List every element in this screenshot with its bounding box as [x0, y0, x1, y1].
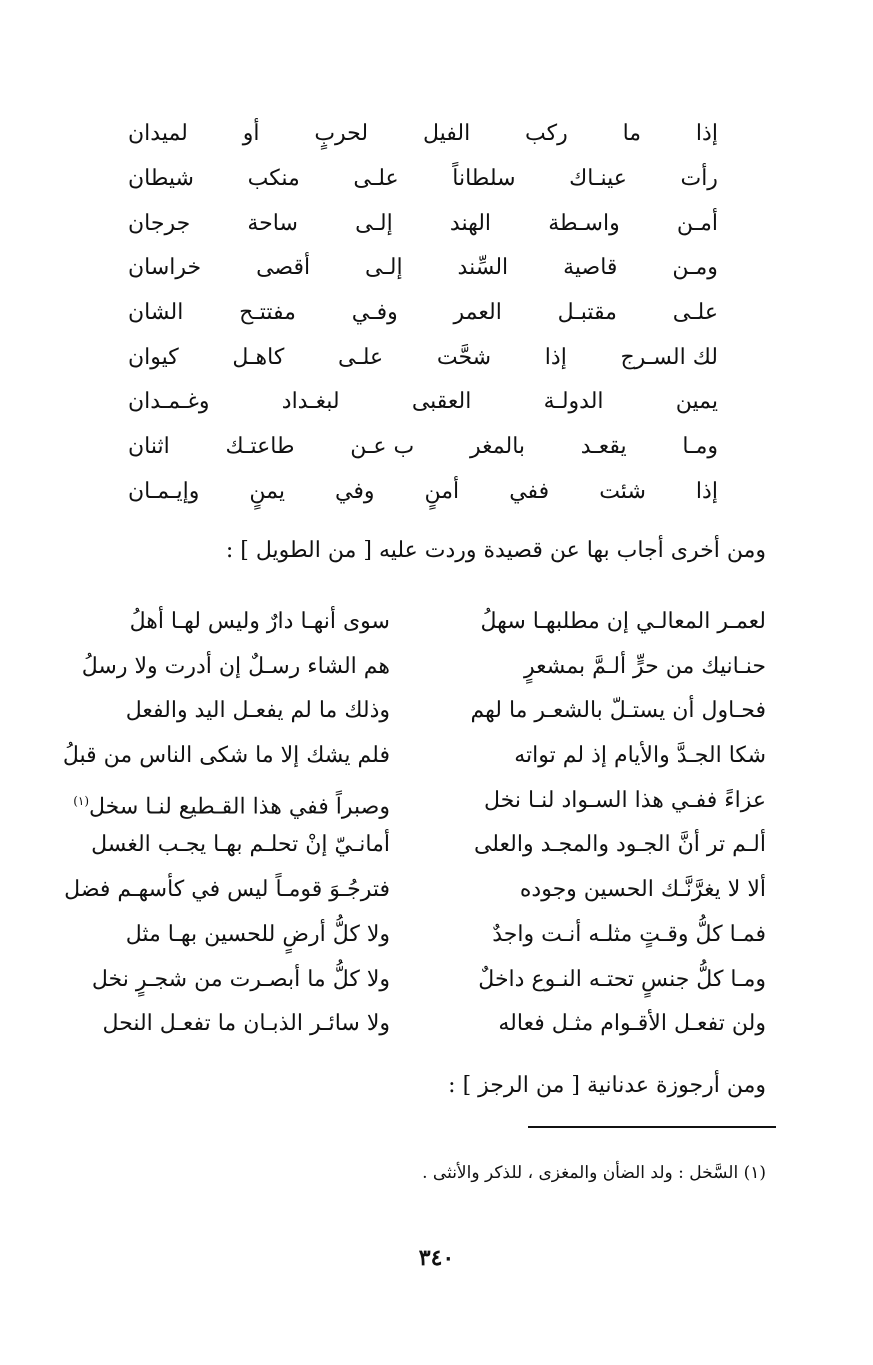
verse-line	[60, 734, 766, 779]
poem-word: الشان	[128, 300, 184, 326]
footnote-marker: (١)	[73, 793, 90, 808]
first-hemistich: ولن تفعـل الأقـوام مثـل فعاله	[498, 1011, 766, 1037]
poem-intro-rajaz: ومن أرجوزة عدنانية [ من الرجز ] :	[448, 1073, 766, 1098]
first-hemistich: ألا لا يغرَّنَّـك الحسين وجوده	[519, 877, 766, 903]
verse-line	[60, 600, 766, 645]
poem-word: ومـا	[682, 434, 718, 460]
poem-word: يمين	[675, 389, 718, 415]
poem-line	[128, 380, 718, 425]
poem-word: لميدان	[128, 121, 188, 147]
poem-tawil	[60, 600, 766, 1047]
first-hemistich: فحـاول أن يستـلّ بالشعـر ما لهم	[470, 698, 766, 724]
poem-word: وفي	[334, 478, 375, 504]
poem-word: بالمغر	[470, 434, 526, 460]
poem-word: وإيـمـان	[128, 478, 200, 504]
hemistich-text: هم الشاء رسـلٌ إن أدرت ولا رسلُ	[81, 653, 390, 679]
poem-word: طاعتـك	[225, 434, 295, 460]
poem-word: قاصية	[563, 255, 618, 281]
second-hemistich	[60, 600, 390, 644]
poem-word: لبغـداد	[281, 389, 340, 415]
poem-word: شحَّت	[436, 344, 492, 370]
poem-word: العمر	[453, 300, 502, 326]
poem-line	[128, 470, 718, 515]
poem-word: أمـن	[676, 210, 718, 236]
poem-muwashshah	[128, 112, 718, 514]
first-hemistich: ألـم تر أنَّ الجـود والمجـد والعلى	[473, 832, 766, 858]
poem-word: يمنٍ	[249, 478, 285, 504]
first-hemistich: عزاءً ففـي هذا السـواد لنـا نخل	[483, 787, 766, 813]
poem-line	[128, 201, 718, 246]
verse-line	[60, 689, 766, 734]
poem-word: يقعـد	[580, 434, 627, 460]
poem-word: وفـي	[351, 300, 398, 326]
poem-word: الهند	[449, 210, 492, 236]
poem-line	[128, 335, 718, 380]
verse-line	[60, 958, 766, 1003]
poem-word: الفيل	[422, 121, 471, 147]
poem-word: أقصى	[256, 255, 311, 281]
poem-word: ما	[622, 121, 642, 147]
hemistich-text: سوى أنهـا دارٌ وليس لهـا أهلُ	[129, 609, 390, 634]
poem-word: علـى	[672, 300, 718, 326]
poem-word: عينـاك	[569, 166, 627, 192]
poem-word: إذا	[695, 121, 718, 147]
hemistich-text: ولا كلُّ ما أبصـرت من شجـرٍ نخل	[91, 966, 390, 992]
second-hemistich	[60, 645, 390, 689]
second-hemistich	[60, 1002, 390, 1046]
hemistich-text: فلم يشك إلا ما شكى الناس من قبلُ	[62, 743, 390, 769]
footnote: (١) السَّخل : ولد الضأن والمغزى ، للذكر والأنثى .	[422, 1163, 766, 1183]
first-hemistich: شكا الجـدَّ والأيام إذ لم تواته	[514, 743, 766, 769]
poem-word: إلـى	[355, 210, 393, 236]
second-hemistich	[60, 779, 390, 829]
second-hemistich	[60, 823, 390, 867]
poem-word: منكب	[247, 166, 300, 192]
verse-line	[60, 868, 766, 913]
hemistich-text: فترجُـوَ قومـاً ليس في كأسهـم فضل	[64, 877, 390, 903]
second-hemistich	[60, 734, 390, 778]
hemistich-text: وذلك ما لم يفعـل اليد والفعل	[125, 698, 390, 724]
poem-word: جرجان	[128, 210, 191, 236]
poem-word: إلـى	[365, 255, 403, 281]
first-hemistich: لعمـر المعالـي إن مطلبهـا سهلُ	[480, 609, 766, 634]
poem-intro-tawil: ومن أخرى أجاب بها عن قصيدة وردت عليه [ من الطويل ] :	[225, 538, 766, 563]
poem-line	[128, 112, 718, 157]
poem-word: أو	[242, 121, 260, 147]
poem-word: وغـمـدان	[128, 389, 210, 415]
poem-word: أمنٍ	[424, 478, 460, 504]
poem-line	[128, 425, 718, 470]
poem-word: لحربٍ	[314, 121, 369, 147]
poem-word: علـى	[337, 344, 384, 370]
poem-word: مقتبـل	[557, 300, 617, 326]
poem-line	[128, 157, 718, 202]
hemistich-text: أمانـيّ إنْ تحلـم بهـا يجـب الغسل	[91, 832, 390, 858]
poem-word: إذا	[544, 344, 567, 370]
poem-word: لك السـرج	[620, 344, 718, 370]
page-number: ٣٤٠	[418, 1245, 455, 1271]
poem-word: خراسان	[128, 255, 202, 281]
poem-word: سلطاناً	[452, 166, 516, 192]
hemistich-text: وصبراً ففي هذا القـطيع لنـا سخل	[89, 794, 390, 820]
poem-word: مفتتـح	[239, 300, 296, 326]
poem-word: رأت	[680, 166, 718, 192]
second-hemistich	[60, 689, 390, 733]
poem-word: ففي	[509, 478, 550, 504]
poem-word: ركب	[525, 121, 568, 147]
poem-word: شئت	[599, 478, 646, 504]
poem-word: الدولـة	[543, 389, 604, 415]
poem-word: علـى	[353, 166, 399, 192]
poem-word: ساحة	[247, 210, 298, 236]
poem-line	[128, 291, 718, 336]
poem-word: شيطان	[128, 166, 194, 192]
first-hemistich: فمـا كلُّ وقـتٍ مثلـه أنـت واجدٌ	[492, 921, 766, 947]
hemistich-text: ولا كلُّ أرضٍ للحسين بهـا مثل	[125, 921, 390, 947]
poem-word: ومـن	[672, 255, 718, 281]
second-hemistich	[60, 868, 390, 912]
verse-line	[60, 1002, 766, 1047]
poem-word: إذا	[695, 478, 718, 504]
poem-word: واسـطة	[548, 210, 620, 236]
poem-word: كيوان	[128, 344, 179, 370]
verse-line	[60, 779, 766, 824]
second-hemistich	[60, 913, 390, 957]
first-hemistich: حنـانيك من حرٍّ ألـمَّ بمشعرٍ	[523, 653, 766, 679]
poem-word: العقبى	[411, 389, 472, 415]
verse-line	[60, 645, 766, 690]
hemistich-text: ولا سائـر الذبـان ما تفعـل النحل	[102, 1011, 390, 1037]
footnote-divider	[528, 1126, 776, 1128]
poem-word: اثنان	[128, 434, 170, 460]
poem-word: السِّند	[457, 255, 509, 281]
first-hemistich: ومـا كلُّ جنسٍ تحتـه النـوع داخلٌ	[478, 966, 766, 992]
verse-line	[60, 823, 766, 868]
second-hemistich	[60, 958, 390, 1002]
verse-line	[60, 913, 766, 958]
poem-line	[128, 246, 718, 291]
poem-word: كاهـل	[232, 344, 285, 370]
poem-word: ب عـن	[350, 434, 415, 460]
